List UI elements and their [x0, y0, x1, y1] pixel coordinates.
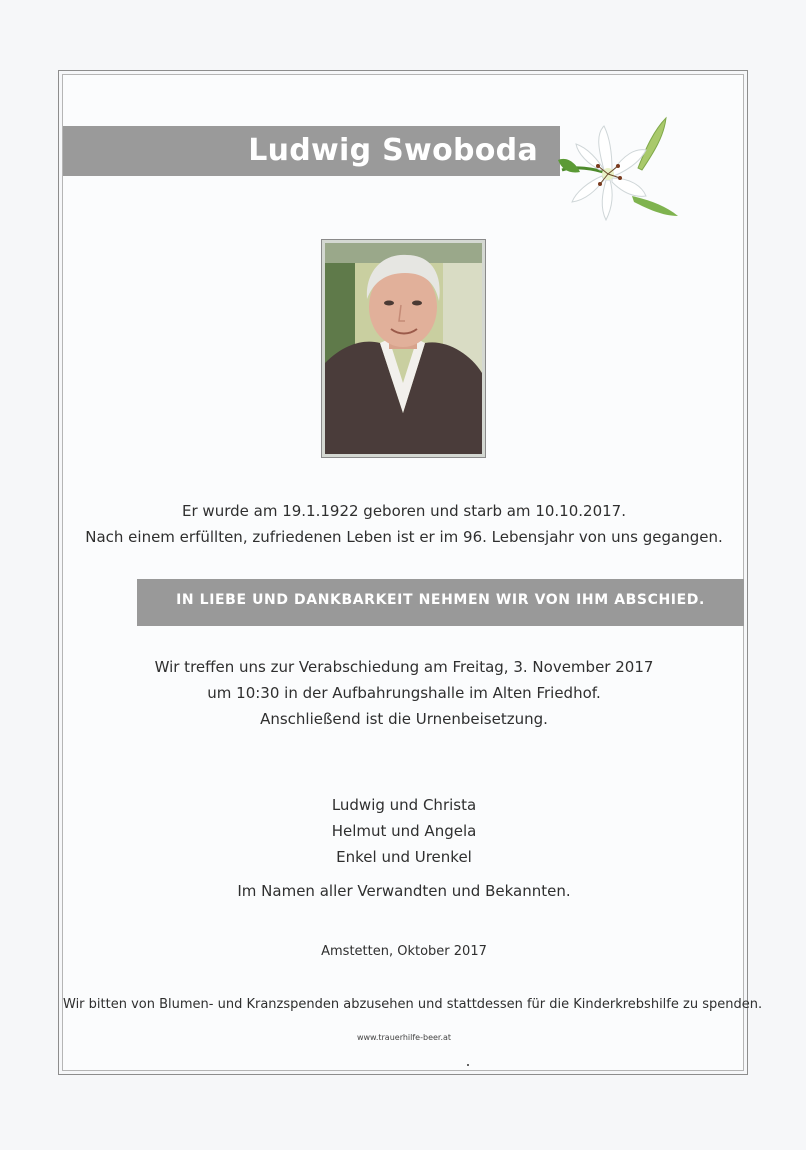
- mourner-item: Enkel und Urenkel: [336, 848, 472, 866]
- portrait-image: [325, 243, 482, 454]
- donation-note-text: Wir bitten von Blumen- und Kranzspenden abzusehen und stattdessen für die Kinderkrebshilfe zu spenden.: [63, 997, 763, 1012]
- ceremony-line-2: um 10:30 in der Aufbahrungshalle im Alten Friedhof.: [207, 684, 601, 702]
- donation-note: [63, 992, 763, 1018]
- farewell-text: IN LIEBE UND DANKBARKEIT NEHMEN WIR VON IHM ABSCHIED.: [176, 592, 705, 608]
- birth-death-line: Er wurde am 19.1.1922 geboren und starb am 10.10.2017.: [182, 502, 626, 520]
- name-banner: [63, 126, 560, 176]
- life-summary-line: Nach einem erfüllten, zufriedenen Leben ist er im 96. Lebensjahr von uns gegangen.: [85, 528, 723, 546]
- portrait-photo: [321, 239, 486, 458]
- farewell-banner: [137, 579, 744, 626]
- mourner-item: Ludwig und Christa: [331, 796, 477, 814]
- relatives-text: Im Namen aller Verwandten und Bekannten.: [237, 882, 571, 900]
- ceremony-paragraph: [63, 654, 745, 732]
- place-date-text: Amstetten, Oktober 2017: [321, 944, 487, 959]
- place-date: [63, 939, 745, 965]
- print-speck: [467, 1064, 469, 1066]
- mourners-list: [63, 792, 745, 870]
- life-dates-paragraph: [63, 498, 745, 550]
- mourner-item: Helmut und Angela: [331, 822, 477, 840]
- ceremony-line-3: Anschließend ist die Urnenbeisetzung.: [260, 710, 548, 728]
- deceased-name: Ludwig Swoboda: [248, 133, 538, 168]
- white-lily-icon: [554, 108, 684, 230]
- relatives-line: [63, 878, 745, 904]
- ceremony-line-1: Wir treffen uns zur Verabschiedung am Freitag, 3. November 2017: [154, 658, 654, 676]
- website-url[interactable]: www.trauerhilfe-beer.at: [356, 1033, 452, 1042]
